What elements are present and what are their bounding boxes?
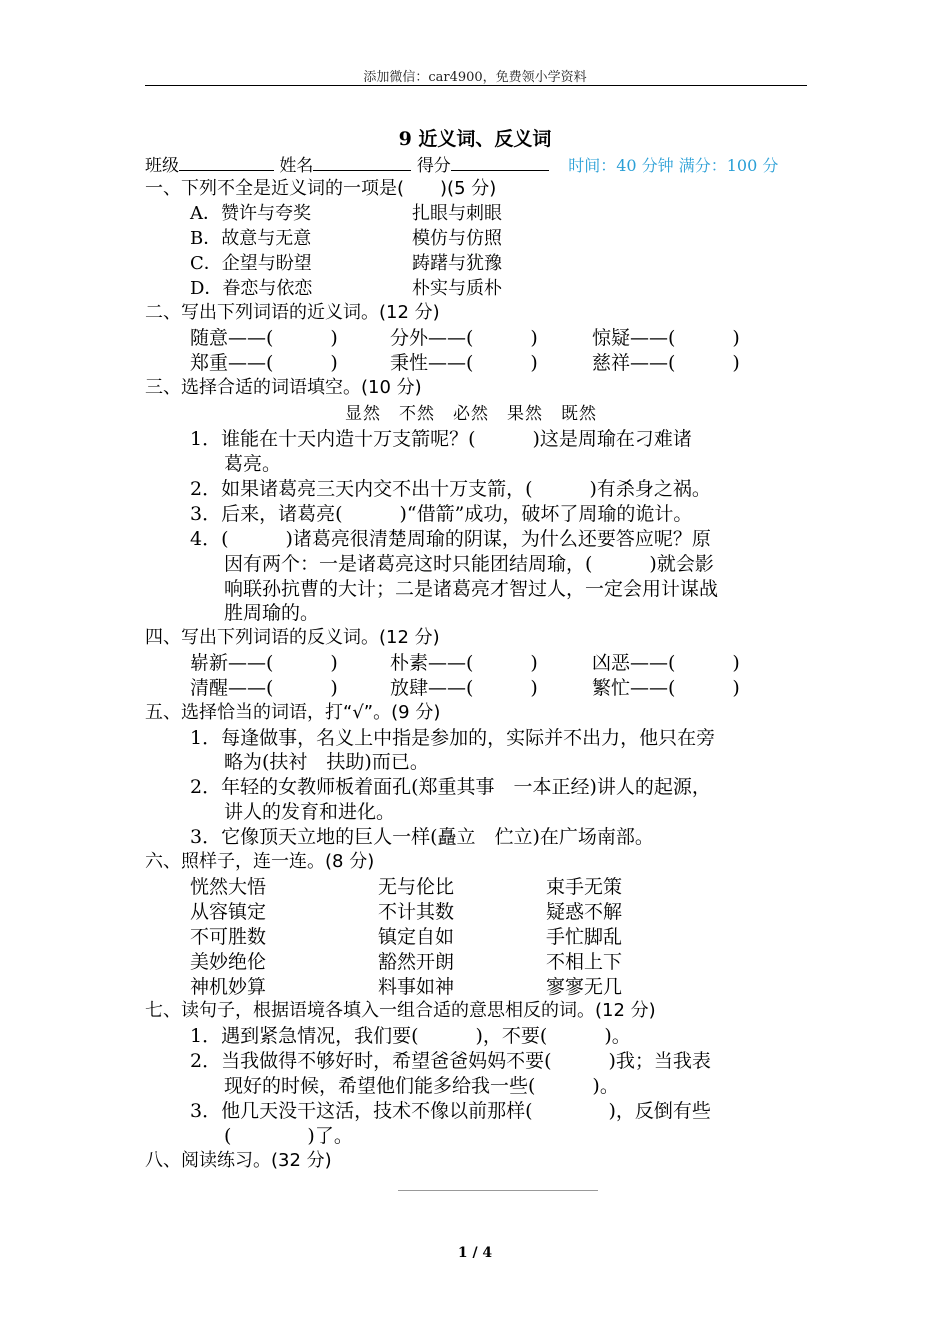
section-3-title: 三、选择合适的词语填空。(10 分): [145, 377, 422, 398]
section-5-title: 五、选择恰当的词语，打“√”。(9 分): [145, 702, 441, 723]
option-c-2: 踌躇与犹豫: [412, 253, 502, 274]
page-header: 添加微信：car4900，免费领小学资料: [363, 70, 587, 85]
idiom-col1: 不可胜数: [190, 926, 267, 948]
page-title: 9 近义词、反义词: [398, 128, 552, 150]
option-a-2: 扎眼与刺眼: [412, 203, 502, 224]
idiom-col3: 手忙脚乱: [546, 926, 623, 948]
antonym-item: 放肆——( ): [390, 677, 538, 699]
section-4-title: 四、写出下列词语的反义词。(12 分): [145, 627, 440, 648]
synonym-item: 随意——( ): [190, 327, 338, 349]
idiom-col2: 镇定自如: [378, 926, 455, 948]
option-c-1: C．企望与盼望: [190, 253, 312, 274]
score-blank: [451, 154, 549, 171]
section-2-title: 二、写出下列词语的近义词。(12 分): [145, 302, 440, 323]
question-line: 胜周瑜的。: [224, 602, 320, 624]
synonym-item: 惊疑——( ): [592, 327, 740, 349]
antonym-item: 繁忙——( ): [592, 677, 740, 699]
question-line: 3．它像顶天立地的巨人一样(矗立 伫立)在广场南部。: [190, 826, 654, 848]
question-line: 1．每逢做事，名义上中指是参加的，实际并不出力，他只在旁: [190, 727, 716, 749]
option-d-1: D．眷恋与依恋: [190, 278, 313, 299]
idiom-col1: 美妙绝伦: [190, 951, 267, 973]
class-label: 班级: [145, 156, 179, 176]
idiom-col3: 束手无策: [546, 876, 623, 898]
antonym-item: 凶恶——( ): [592, 652, 740, 674]
idiom-col3: 不相上下: [546, 951, 623, 973]
class-blank: [179, 154, 274, 171]
question-line: 3．他几天没干这活，技术不像以前那样( )，反倒有些: [190, 1100, 711, 1122]
question-line: 1．遇到紧急情况，我们要( )，不要( )。: [190, 1025, 631, 1047]
idiom-col3: 疑惑不解: [546, 901, 623, 923]
word-bank: 显然 不然 必然 果然 既然: [345, 404, 597, 424]
question-line: 3．后来，诸葛亮( )“借箭”成功，破坏了周瑜的诡计。: [190, 503, 693, 525]
question-line: 4．( )诸葛亮很清楚周瑜的阴谋，为什么还要答应呢？原: [190, 528, 711, 550]
question-line: 2．当我做得不够好时，希望爸爸妈妈不要( )我；当我表: [190, 1050, 711, 1072]
question-line: 2．年轻的女教师板着面孔(郑重其事 一本正经)讲人的起源，: [190, 776, 711, 798]
idiom-col2: 料事如神: [378, 976, 455, 998]
section-6-title: 六、照样子，连一连。(8 分): [145, 851, 375, 872]
option-b-2: 模仿与仿照: [412, 228, 502, 249]
option-b-1: B．故意与无意: [190, 228, 312, 249]
question-line: 因有两个：一是诸葛亮这时只能团结周瑜，( )就会影: [224, 553, 714, 575]
page-number: 1 / 4: [457, 1245, 493, 1261]
question-line: 讲人的发育和进化。: [224, 801, 396, 823]
question-line: 现好的时候，希望他们能多给我一些( )。: [224, 1075, 619, 1097]
idiom-col2: 豁然开朗: [378, 951, 455, 973]
idiom-col1: 神机妙算: [190, 976, 267, 998]
antonym-item: 崭新——( ): [190, 652, 338, 674]
idiom-col3: 寥寥无几: [546, 976, 623, 998]
header-divider: [145, 85, 807, 86]
section-1-title: 一、下列不全是近义词的一项是( )(5 分): [145, 178, 497, 199]
question-line: 葛亮。: [224, 453, 282, 475]
name-label: 姓名: [279, 156, 314, 176]
section-7-title: 七、读句子，根据语境各填入一组合适的意思相反的词。(12 分): [145, 1000, 656, 1021]
synonym-item: 郑重——( ): [190, 352, 338, 374]
question-line: 响联孙抗曹的大计；二是诸葛亮才智过人，一定会用计谋战: [224, 578, 719, 600]
antonym-item: 清醒——( ): [190, 677, 338, 699]
time-info: 时间：40 分钟 满分：100 分: [568, 156, 779, 175]
idiom-col2: 不计其数: [378, 901, 455, 923]
section-8-title: 八、阅读练习。(32 分): [145, 1150, 332, 1171]
idiom-col1: 从容镇定: [190, 901, 267, 923]
option-a-1: A．赞许与夸奖: [190, 203, 311, 224]
question-line: 略为(扶衬 扶助)而已。: [224, 751, 429, 773]
info-line: [145, 151, 778, 176]
synonym-item: 分外——( ): [390, 327, 538, 349]
score-label: 得分: [416, 156, 451, 176]
option-d-2: 朴实与质朴: [412, 278, 502, 299]
synonym-item: 秉性——( ): [390, 352, 538, 374]
question-line: 2．如果诸葛亮三天内交不出十万支箭，( )有杀身之祸。: [190, 478, 711, 500]
idiom-col2: 无与伦比: [378, 876, 455, 898]
antonym-item: 朴素——( ): [390, 652, 538, 674]
question-line: ( )了。: [224, 1125, 353, 1147]
question-line: 1．谁能在十天内造十万支箭呢？( )这是周瑜在刁难诸: [190, 428, 692, 450]
idiom-col1: 恍然大悟: [190, 876, 267, 898]
name-blank: [313, 154, 411, 171]
synonym-item: 慈祥——( ): [592, 352, 740, 374]
footer-divider: [398, 1190, 598, 1191]
